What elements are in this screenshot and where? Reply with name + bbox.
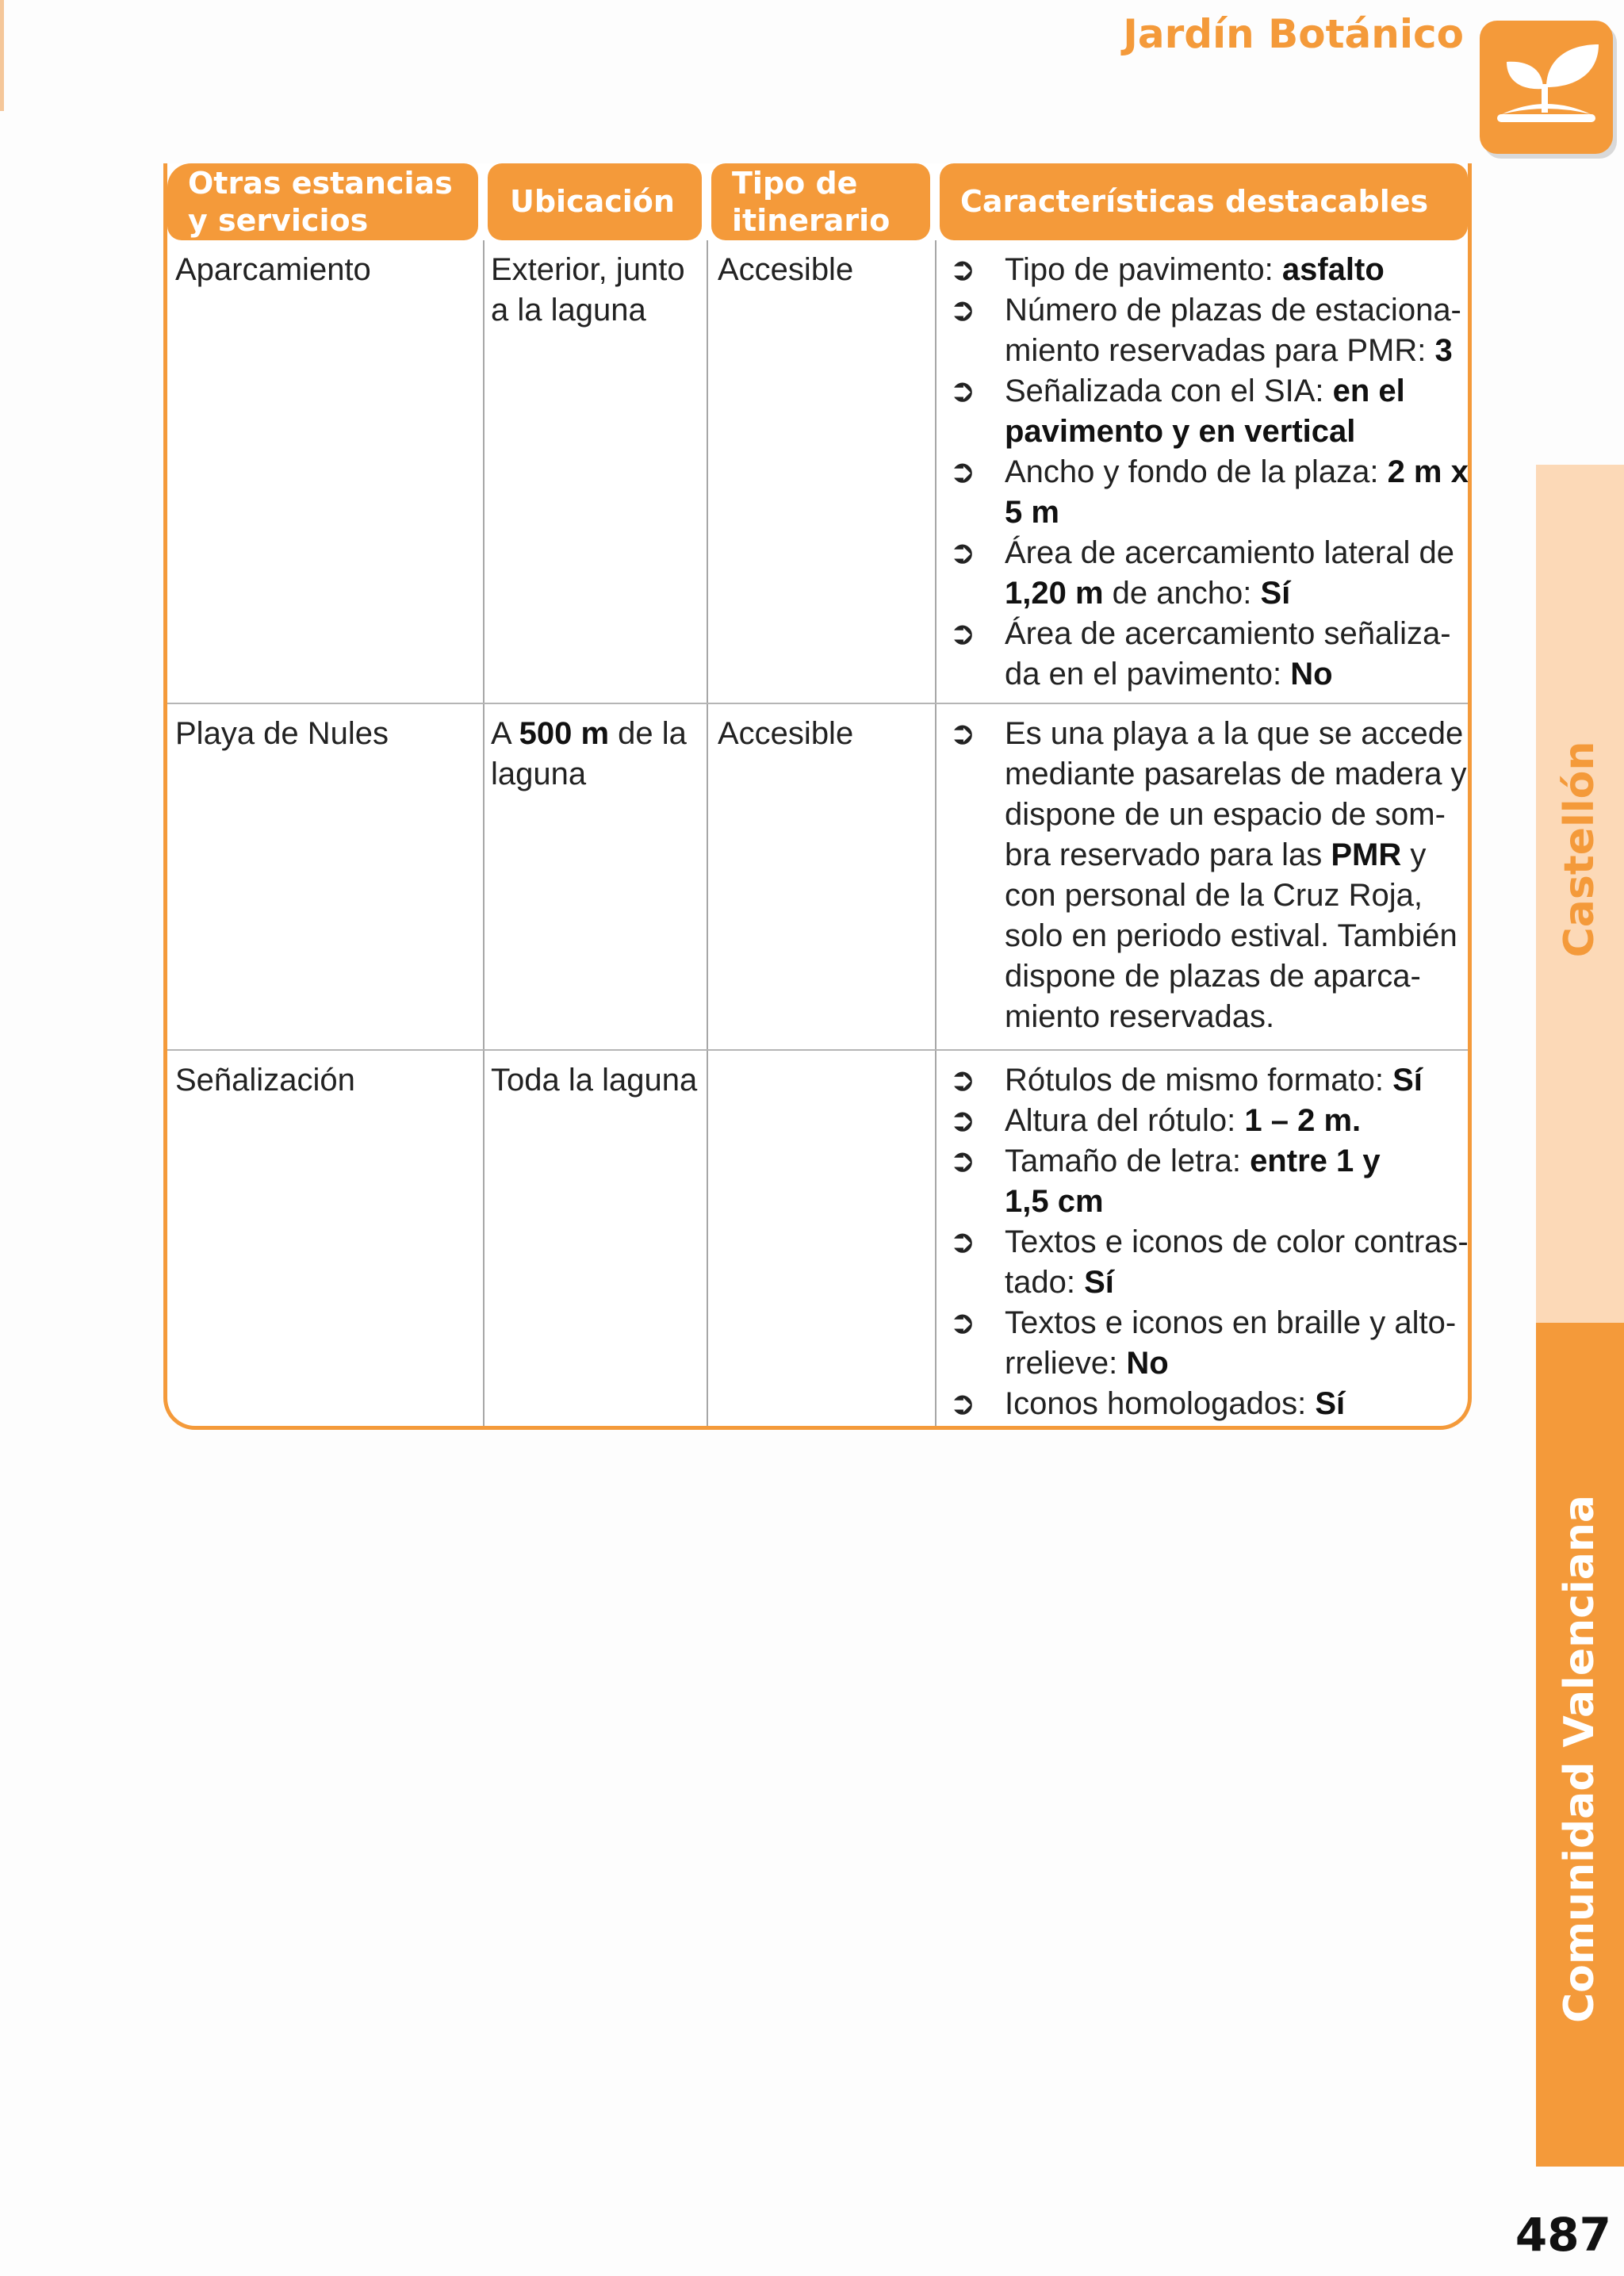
- feature-text: [1005, 290, 1484, 371]
- text-run: miento reservadas.: [1005, 999, 1275, 1034]
- location-line: [491, 714, 705, 754]
- emphasis-text: 1,20 m: [1005, 576, 1104, 611]
- text-run: Toda la laguna: [491, 1063, 698, 1098]
- text-run: rrelieve:: [1005, 1346, 1127, 1381]
- feature-item: [949, 1101, 1488, 1141]
- service-name: Playa de Nules: [175, 716, 389, 751]
- feature-line: [1005, 1343, 1484, 1384]
- feature-item: [949, 290, 1488, 371]
- feature-line: [1005, 1101, 1484, 1141]
- text-run: Señalizada con el SIA:: [1005, 374, 1333, 408]
- location-text: [491, 1060, 705, 1101]
- feature-line: [1005, 290, 1484, 331]
- feature-text: [1005, 533, 1484, 614]
- feature-item: [949, 1060, 1488, 1101]
- text-run: bra reservado para las: [1005, 837, 1331, 872]
- location-text: [491, 714, 705, 795]
- sprout-icon: [1480, 21, 1613, 154]
- feature-line: [1005, 714, 1484, 754]
- feature-line: [1005, 250, 1484, 290]
- emphasis-text: Sí: [1315, 1386, 1346, 1421]
- feature-item: [949, 452, 1488, 533]
- emphasis-text: Sí: [1260, 576, 1291, 611]
- region-label-comunidad: Comunidad Valenciana: [1556, 1494, 1603, 2024]
- feature-line: [1005, 1182, 1484, 1222]
- feature-item: [949, 614, 1488, 695]
- feature-item: [949, 1384, 1488, 1424]
- column-header-line: itinerario: [732, 202, 891, 238]
- feature-text: [1005, 371, 1484, 452]
- text-run: miento reservadas para PMR:: [1005, 333, 1435, 368]
- column-header-line: Tipo de: [732, 165, 858, 201]
- service-name: Aparcamiento: [175, 252, 371, 287]
- region-tab-castellon[interactable]: [1536, 465, 1624, 1323]
- accessibility-table: [163, 163, 1472, 1430]
- emphasis-text: Sí: [1392, 1063, 1423, 1098]
- text-run: da en el pavimento:: [1005, 657, 1291, 692]
- feature-line: [1005, 835, 1484, 876]
- text-run: con personal de la Cruz Roja,: [1005, 878, 1423, 913]
- feature-line: [1005, 916, 1484, 956]
- feature-text: [1005, 1222, 1484, 1303]
- text-run: de la: [609, 716, 687, 751]
- arrow-bullet-icon: ➲: [949, 535, 976, 570]
- column-header-line: Otras estancias: [188, 165, 453, 201]
- feature-text: [1005, 452, 1484, 533]
- arrow-bullet-icon: ➲: [949, 374, 976, 408]
- text-run: tado:: [1005, 1265, 1085, 1300]
- emphasis-text: 1 – 2 m.: [1244, 1103, 1362, 1138]
- column-header-line: Ubicación: [510, 184, 675, 219]
- location-line: [491, 250, 705, 290]
- text-run: a la laguna: [491, 293, 646, 328]
- location-line: [491, 290, 705, 331]
- feature-item: [949, 533, 1488, 614]
- column-divider: [935, 240, 936, 1426]
- feature-item: [949, 250, 1488, 290]
- arrow-bullet-icon: ➲: [949, 1305, 976, 1340]
- feature-item: [949, 714, 1488, 1037]
- feature-line: [1005, 492, 1484, 533]
- feature-line: [1005, 956, 1484, 997]
- feature-line: [1005, 876, 1484, 916]
- feature-text: [1005, 1384, 1484, 1424]
- feature-item: [949, 1141, 1488, 1222]
- feature-item: [949, 1222, 1488, 1303]
- feature-text: [1005, 250, 1484, 290]
- text-run: Rótulos de mismo formato:: [1005, 1063, 1393, 1098]
- emphasis-text: 3: [1434, 333, 1453, 368]
- arrow-bullet-icon: ➲: [949, 252, 976, 287]
- page-title: Jardín Botánico: [1123, 11, 1464, 57]
- arrow-bullet-icon: ➲: [949, 1224, 976, 1259]
- arrow-bullet-icon: ➲: [949, 616, 976, 651]
- text-run: Iconos homologados:: [1005, 1386, 1316, 1421]
- text-run: laguna: [491, 757, 587, 791]
- feature-line: [1005, 1303, 1484, 1343]
- text-run: Ancho y fondo de la plaza:: [1005, 454, 1388, 489]
- location-line: [491, 754, 705, 795]
- column-header: [167, 163, 478, 240]
- text-run: de ancho:: [1103, 576, 1261, 611]
- feature-text: [1005, 1303, 1484, 1384]
- location-text: [491, 250, 705, 331]
- text-run: Número de plazas de estaciona-: [1005, 293, 1461, 328]
- text-run: Área de acercamiento lateral de: [1005, 535, 1454, 570]
- text-run: Textos e iconos de color contras-: [1005, 1224, 1469, 1259]
- text-run: Tipo de pavimento:: [1005, 252, 1282, 287]
- emphasis-text: entre 1 y: [1250, 1144, 1381, 1178]
- itinerary-type: Accesible: [718, 252, 854, 287]
- feature-text: [1005, 1060, 1484, 1101]
- feature-line: [1005, 997, 1484, 1037]
- feature-line: [1005, 754, 1484, 795]
- location-line: [491, 1060, 705, 1101]
- feature-line: [1005, 1222, 1484, 1263]
- text-run: dispone de un espacio de som-: [1005, 797, 1446, 832]
- emphasis-text: asfalto: [1281, 252, 1385, 287]
- column-header: [940, 163, 1468, 240]
- feature-text: [1005, 1141, 1484, 1222]
- text-run: Exterior, junto: [491, 252, 685, 287]
- feature-line: [1005, 371, 1484, 412]
- emphasis-text: No: [1290, 657, 1333, 692]
- column-divider: [707, 240, 708, 1426]
- feature-line: [1005, 452, 1484, 492]
- feature-line: [1005, 1141, 1484, 1182]
- feature-line: [1005, 533, 1484, 573]
- text-run: A: [491, 716, 519, 751]
- feature-text: [1005, 714, 1484, 1037]
- feature-text: [1005, 1101, 1484, 1141]
- emphasis-text: 5 m: [1005, 495, 1059, 530]
- feature-line: [1005, 795, 1484, 835]
- region-tab-comunidad-valenciana[interactable]: [1536, 1323, 1624, 2167]
- feature-line: [1005, 331, 1484, 371]
- text-run: y: [1401, 837, 1427, 872]
- column-divider: [483, 240, 485, 1426]
- text-run: Área de acercamiento señaliza-: [1005, 616, 1451, 651]
- column-header-line: Características destacables: [960, 184, 1429, 219]
- feature-line: [1005, 1263, 1484, 1303]
- arrow-bullet-icon: ➲: [949, 716, 976, 751]
- emphasis-text: 1,5 cm: [1005, 1184, 1104, 1219]
- column-header-line: y servicios: [188, 202, 369, 238]
- page-edge-marker: [0, 0, 4, 111]
- page-number: 487: [1515, 2208, 1611, 2262]
- emphasis-text: pavimento y en vertical: [1005, 414, 1356, 449]
- emphasis-text: PMR: [1331, 837, 1402, 872]
- feature-line: [1005, 573, 1484, 614]
- row-divider: [167, 1049, 1468, 1051]
- arrow-bullet-icon: ➲: [949, 1386, 976, 1421]
- itinerary-type: Accesible: [718, 716, 854, 751]
- emphasis-text: 500 m: [519, 716, 610, 751]
- text-run: Es una playa a la que se accede: [1005, 716, 1464, 751]
- arrow-bullet-icon: ➲: [949, 1103, 976, 1138]
- arrow-bullet-icon: ➲: [949, 454, 976, 489]
- text-run: Altura del rótulo:: [1005, 1103, 1245, 1138]
- emphasis-text: en el: [1332, 374, 1405, 408]
- text-run: solo en periodo estival. También: [1005, 918, 1457, 953]
- emphasis-text: Sí: [1084, 1265, 1114, 1300]
- column-header: [488, 163, 702, 240]
- service-name: Señalización: [175, 1063, 355, 1098]
- feature-line: [1005, 412, 1484, 452]
- feature-item: [949, 371, 1488, 452]
- text-run: Tamaño de letra:: [1005, 1144, 1251, 1178]
- arrow-bullet-icon: ➲: [949, 1063, 976, 1098]
- column-header: [711, 163, 930, 240]
- feature-line: [1005, 1060, 1484, 1101]
- region-label-castellon: Castellón: [1556, 741, 1603, 958]
- feature-text: [1005, 614, 1484, 695]
- text-run: dispone de plazas de aparca-: [1005, 959, 1421, 994]
- feature-line: [1005, 614, 1484, 654]
- feature-item: [949, 1303, 1488, 1384]
- feature-line: [1005, 1384, 1484, 1424]
- emphasis-text: No: [1126, 1346, 1169, 1381]
- arrow-bullet-icon: ➲: [949, 293, 976, 328]
- feature-line: [1005, 654, 1484, 695]
- text-run: mediante pasarelas de madera y: [1005, 757, 1467, 791]
- row-divider: [167, 703, 1468, 704]
- text-run: Textos e iconos en braille y alto-: [1005, 1305, 1457, 1340]
- emphasis-text: 2 m x: [1387, 454, 1469, 489]
- arrow-bullet-icon: ➲: [949, 1144, 976, 1178]
